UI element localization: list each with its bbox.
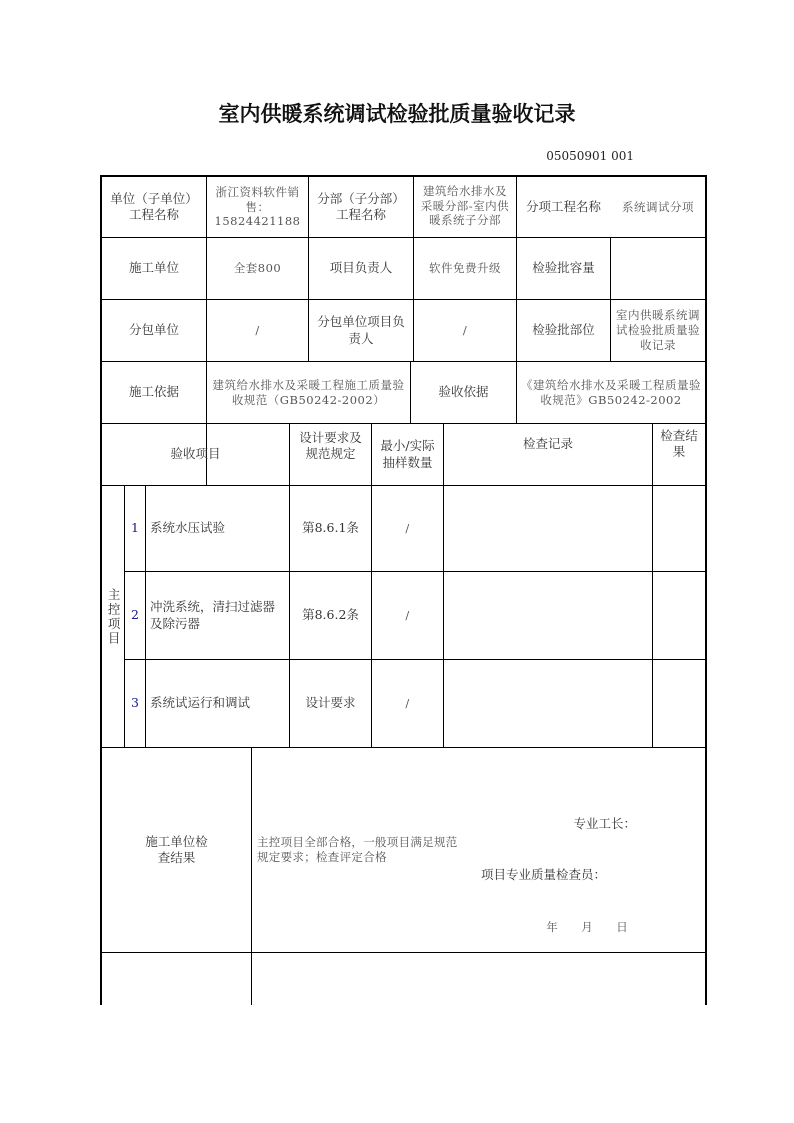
item-spec: 第8.6.1条 [302,520,359,536]
subcontractor-pm-value: / [462,323,468,338]
header-design-requirement: 设计要求及规范规定 [299,430,362,462]
acceptance-basis-value: 《建筑给水排水及采暖工程质量验收规范》GB50242-2002 [521,377,701,407]
header-inspection-result: 检查结果 [660,428,698,460]
constructor-check-result-label: 施工单位检查结果 [145,833,208,865]
project-manager-value: 软件免费升级 [429,261,501,276]
page-title: 室内供暖系统调试检验批质量验收记录 [218,102,576,126]
subcontractor-value: / [255,323,260,338]
division-name-value: 建筑给水排水及采暖分部-室内供暖系统子分部 [420,183,510,228]
subitem-name-value: 系统调试分项 [622,199,694,214]
item-spec: 第8.6.2条 [302,607,359,623]
item-name: 系统试运行和调试 [150,695,251,711]
item-name: 系统水压试验 [150,520,226,536]
item-number: 1 [131,520,139,536]
constructor-check-result-text: 主控项目全部合格，一般项目满足规范规定要求；检查评定合格 [257,835,458,864]
item-spec: 设计要求 [305,695,356,711]
item-number: 3 [131,695,139,711]
batch-location-label: 检验批部位 [532,322,595,338]
batch-capacity-label: 检验批容量 [532,260,595,276]
project-manager-label: 项目负责人 [329,260,393,276]
quality-inspector-signature-label: 项目专业质量检查员： [480,866,606,882]
construction-basis-label: 施工依据 [128,384,179,400]
division-name-label: 分部（子分部）工程名称 [317,190,405,222]
subcontractor-pm-label: 分包单位项目负责人 [317,314,405,346]
header-inspection-record: 检查记录 [522,436,573,451]
unit-name-value: 浙江资料软件销售：15824421188 [214,184,301,229]
subcontractor-label: 分包单位 [128,322,179,338]
foreman-signature-label: 专业工长： [573,815,636,831]
unit-name-label: 单位（子单位）工程名称 [110,190,198,222]
batch-location-value: 室内供暖系统调试检验批质量验收记录 [616,308,700,352]
subitem-name-label: 分项工程名称 [525,198,601,214]
constructor-label: 施工单位 [128,260,179,276]
main-control-items-label: 主控项目 [106,587,122,646]
signature-date: 年 月 日 [546,919,634,934]
header-acceptance-item: 验收项目 [170,446,221,462]
acceptance-basis-label: 验收依据 [438,384,489,400]
constructor-value: 全套800 [233,261,282,276]
batch-capacity-value [611,238,705,299]
item-sample: / [405,608,410,623]
item-name: 冲洗系统，清扫过滤器及除污器 [150,599,276,631]
item-sample: / [405,696,410,711]
item-number: 2 [131,607,139,623]
acceptance-record-table [100,175,707,1005]
item-sample: / [405,521,410,536]
construction-basis-value: 建筑给水排水及采暖工程施工质量验收规范（GB50242-2002） [212,377,405,407]
header-sample-quantity: 最小/实际抽样数量 [380,438,435,470]
document-code: 05050901 001 [546,149,634,163]
